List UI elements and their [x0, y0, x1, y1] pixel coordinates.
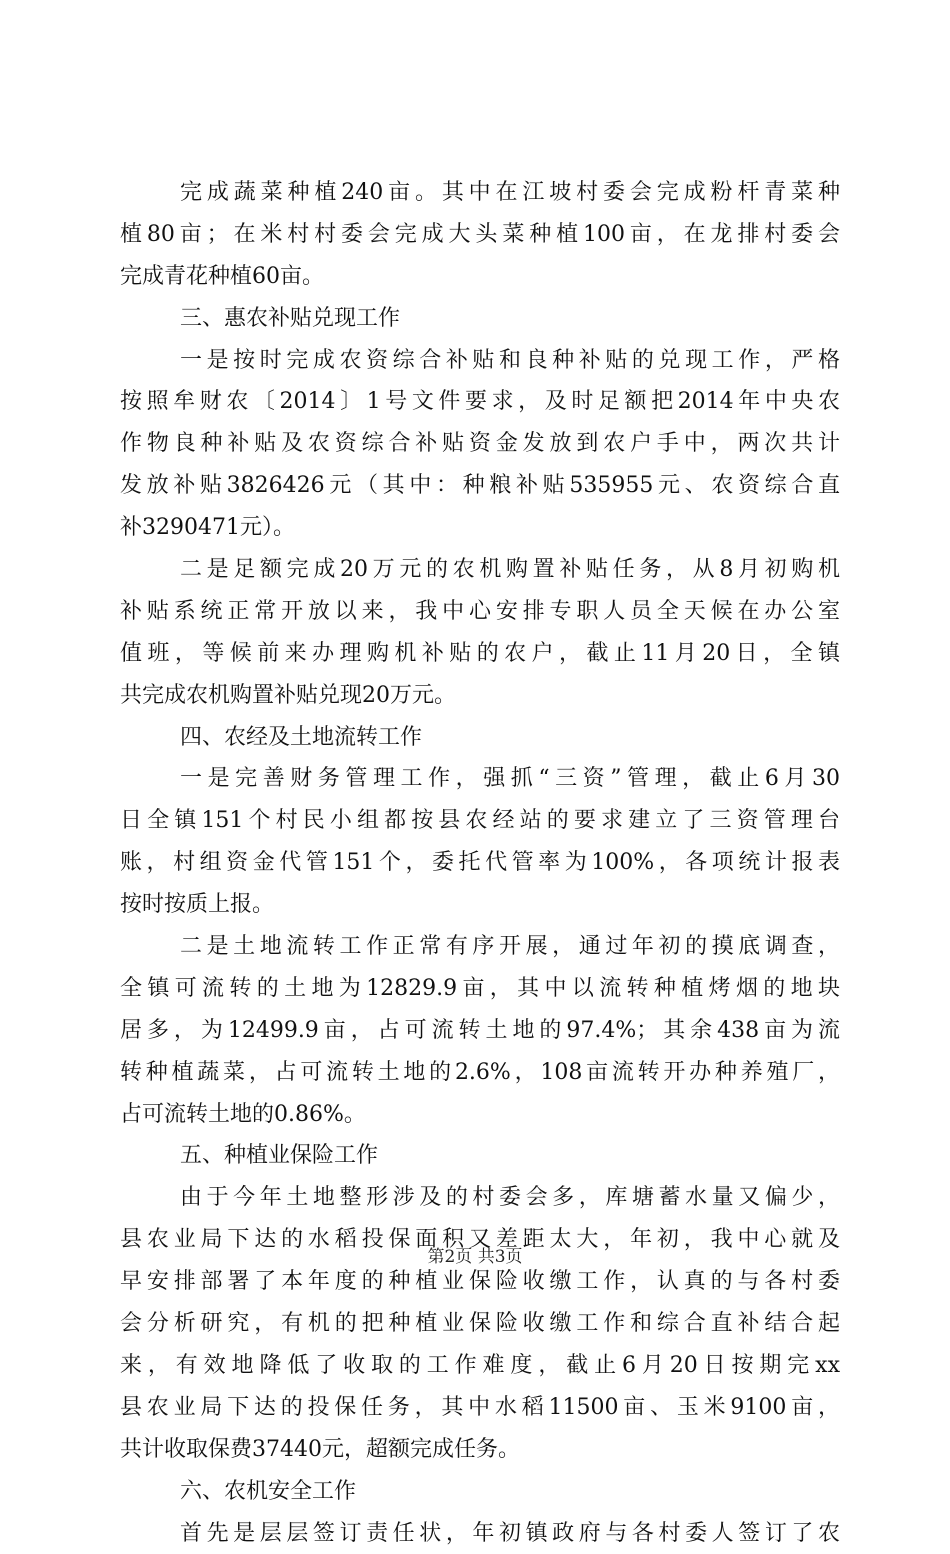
- page-number: 第2页 共3页: [0, 1242, 950, 1267]
- section-heading: 六、农机安全工作: [120, 1471, 840, 1513]
- text-line: 二是土地流转工作正常有序开展，通过年初的摸底调查，: [120, 926, 840, 968]
- text-line: 共计收取保费37440元，超额完成任务。: [120, 1429, 840, 1471]
- text-line: 值班，等候前来办理购机补贴的农户，截止11月20日，全镇: [120, 633, 840, 675]
- text-line: 由于今年土地整形涉及的村委会多，库塘蓄水量又偏少，: [120, 1177, 840, 1219]
- section-heading: 四、农经及土地流转工作: [120, 717, 840, 759]
- text-line: 补3290471元）。: [120, 507, 840, 549]
- text-line: 植80亩；在米村村委会完成大头菜种植100亩，在龙排村委会: [120, 214, 840, 256]
- text-line: 补贴系统正常开放以来，我中心安排专职人员全天候在办公室: [120, 591, 840, 633]
- section-heading: 三、惠农补贴兑现工作: [120, 298, 840, 340]
- text-line: 县农业局下达的水稻投保面积又差距太大，年初，我中心就及: [120, 1219, 840, 1261]
- text-line: 按时按质上报。: [120, 884, 840, 926]
- text-line: 日全镇151个村民小组都按县农经站的要求建立了三资管理台: [120, 800, 840, 842]
- text-line: 来，有效地降低了收取的工作难度，截止6月20日按期完xx: [120, 1345, 840, 1387]
- text-line: 一是按时完成农资综合补贴和良种补贴的兑现工作，严格: [120, 340, 840, 382]
- text-line: 首先是层层签订责任状，年初镇政府与各村委人签订了农: [120, 1513, 840, 1554]
- text-line: 县农业局下达的投保任务，其中水稻11500亩、玉米9100亩，: [120, 1387, 840, 1429]
- text-line: 账，村组资金代管151个，委托代管率为100%，各项统计报表: [120, 842, 840, 884]
- text-line: 完成青花种植60亩。: [120, 256, 840, 298]
- text-line: 按照牟财农〔2014〕1号文件要求，及时足额把2014年中央农: [120, 381, 840, 423]
- text-line: 居多，为12499.9亩，占可流转土地的97.4%；其余438亩为流: [120, 1010, 840, 1052]
- text-line: 一是完善财务管理工作，强抓“三资”管理，截止6月30: [120, 758, 840, 800]
- text-line: 全镇可流转的土地为12829.9亩，其中以流转种植烤烟的地块: [120, 968, 840, 1010]
- text-line: 共完成农机购置补贴兑现20万元。: [120, 675, 840, 717]
- document-body: [120, 172, 840, 1554]
- text-line: 完成蔬菜种植240亩。其中在江坡村委会完成粉杆青菜种: [120, 172, 840, 214]
- text-line: 二是足额完成20万元的农机购置补贴任务，从8月初购机: [120, 549, 840, 591]
- text-line: 占可流转土地的0.86%。: [120, 1094, 840, 1136]
- section-heading: 五、种植业保险工作: [120, 1135, 840, 1177]
- text-line: 发放补贴3826426元（其中：种粮补贴535955元、农资综合直: [120, 465, 840, 507]
- text-line: 转种植蔬菜，占可流转土地的2.6%，108亩流转开办种养殖厂，: [120, 1052, 840, 1094]
- text-line: 会分析研究，有机的把种植业保险收缴工作和综合直补结合起: [120, 1303, 840, 1345]
- text-line: 早安排部署了本年度的种植业保险收缴工作，认真的与各村委: [120, 1261, 840, 1303]
- text-line: 作物良种补贴及农资综合补贴资金发放到农户手中，两次共计: [120, 423, 840, 465]
